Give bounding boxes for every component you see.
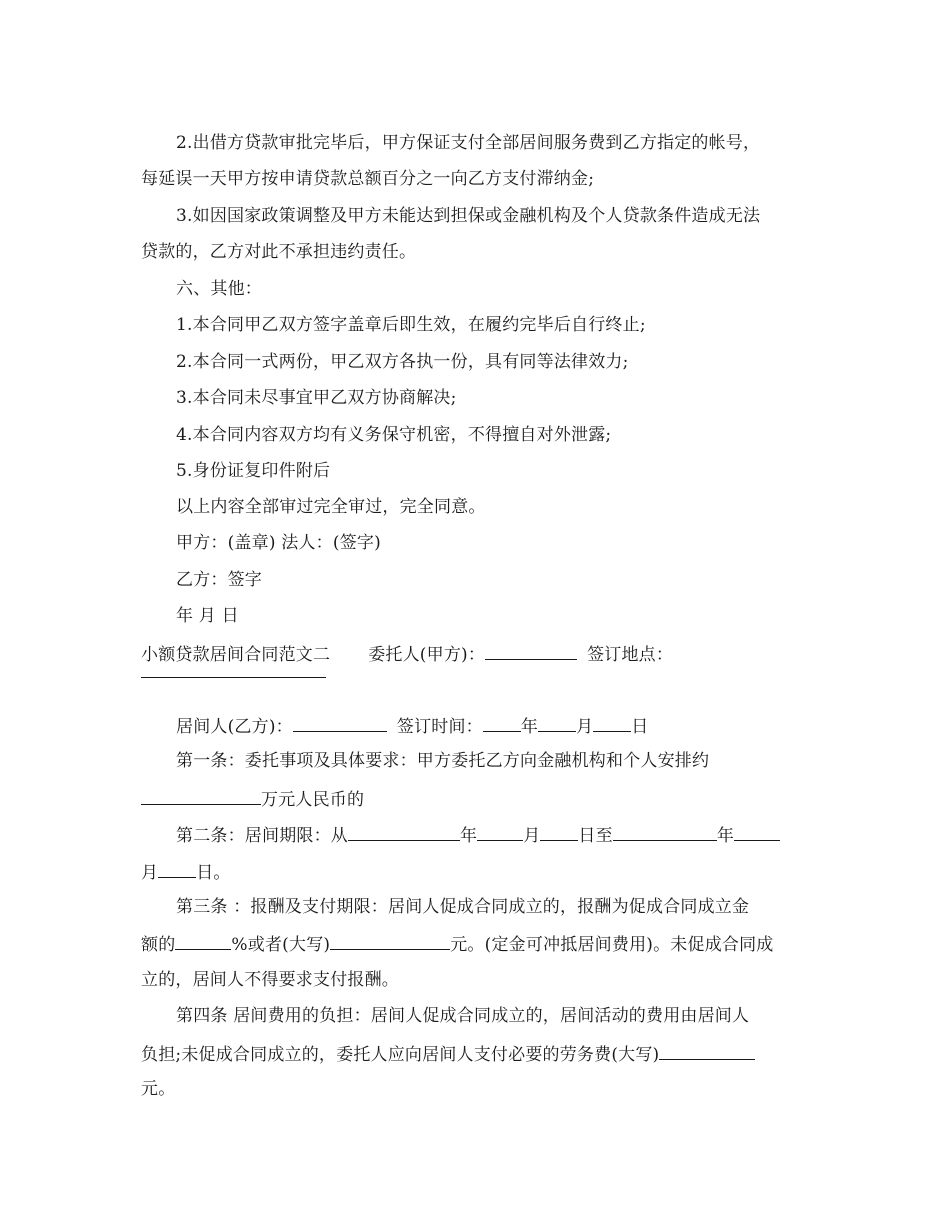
day-label: 日 [631,717,649,737]
agreement-statement: 以上内容全部审过完全审过，完全同意。 [176,497,486,517]
broker-blank [293,714,387,732]
to-month-blank-start [734,823,780,841]
percent-blank [175,932,231,950]
article-1-line-1: 第一条：委托事项及具体要求：甲方委托乙方向金融机构和个人安排约 [176,751,710,771]
from-month-blank [477,823,523,841]
article-4-line-1: 第四条 居间费用的负担：居间人促成合同成立的，居间活动的费用由居间人 [176,1006,750,1026]
amount-blank [141,787,261,805]
paragraph-3-line-2: 贷款的，乙方对此不承担违约责任。 [141,242,417,262]
day-end-label: 日。 [196,863,231,883]
signature-date: 年 月 日 [176,606,239,626]
to-month-label: 月 [141,863,159,883]
amount-words-blank [330,932,450,950]
labor-fee-blank [659,1042,755,1060]
from-year-blank [348,823,460,841]
sign-time-label: 签订时间： [396,717,483,737]
to-year-blank [613,823,717,841]
article-3-line-2 [141,932,774,956]
client-blank [485,642,577,660]
to-year-label: 年 [716,826,735,846]
from-month-label: 月 [523,826,541,846]
party-b-signature: 乙方：签字 [176,570,262,590]
year-label: 年 [520,717,539,737]
party-a-signature: 甲方：(盖章) 法人：(签字) [176,533,381,553]
section-heading-other: 六、其他： [176,279,262,299]
sign-day-blank [593,714,631,732]
sign-year-blank [483,714,521,732]
paragraph-2-line-2: 每延误一天甲方按申请贷款总额百分之一向乙方支付滞纳金; [141,169,595,189]
sign-place-blank [141,677,326,678]
broker-label: 居间人(乙方)： [176,717,293,737]
article-3-part-c: 元。(定金可冲抵居间费用)。未促成合同成 [450,935,774,955]
other-item-1: 1.本合同甲乙双方签字盖章后即生效，在履约完毕后自行终止; [176,315,646,335]
paragraph-3-line-1: 3.如因国家政策调整及甲方未能达到担保或金融机构及个人贷款条件造成无法 [176,206,761,226]
day-to-label: 日至 [578,826,613,846]
month-label: 月 [576,717,594,737]
article-3-part-b: %或者(大写) [231,935,331,955]
article-1-tail: 万元人民币的 [261,790,365,810]
article-4-line-3: 元。 [141,1079,176,1099]
other-item-4: 4.本合同内容双方均有义务保守机密，不得擅自对外泄露; [176,425,612,445]
other-item-5: 5.身份证复印件附后 [176,461,331,481]
article-3-line-3: 立的，居间人不得要求支付报酬。 [141,970,399,990]
article-1-line-2 [141,787,364,811]
from-day-blank [540,823,578,841]
other-item-3: 3.本合同未尽事宜甲乙双方协商解决; [176,388,457,408]
paragraph-2-line-1: 2.出借方贷款审批完毕后，甲方保证支付全部居间服务费到乙方指定的帐号， [176,133,761,153]
article-2-line-2 [141,860,231,884]
article-4-text: 负担;未促成合同成立的，委托人应向居间人支付必要的劳务费(大写) [141,1045,660,1065]
other-item-2: 2.本合同一式两份，甲乙双方各执一份，具有同等法律效力; [176,352,629,372]
sign-month-blank [538,714,576,732]
article-2-line-1 [176,823,780,847]
article-3-part-a: 额的 [141,935,176,955]
to-day-blank [158,860,196,878]
client-label: 委托人(甲方)： [368,645,486,665]
broker-line [176,714,648,738]
sign-place-label: 签订地点： [587,645,674,665]
from-year-label: 年 [460,826,478,846]
article-4-line-2 [141,1042,755,1066]
article-3-line-1: 第三条 ：报酬及支付期限：居间人促成合同成立的，报酬为促成合同成立金 [176,897,750,917]
contract-2-header-line [141,642,673,666]
contract-2-title: 小额贷款居间合同范文二 [141,645,331,665]
article-2-head: 第二条：居间期限：从 [176,826,348,846]
